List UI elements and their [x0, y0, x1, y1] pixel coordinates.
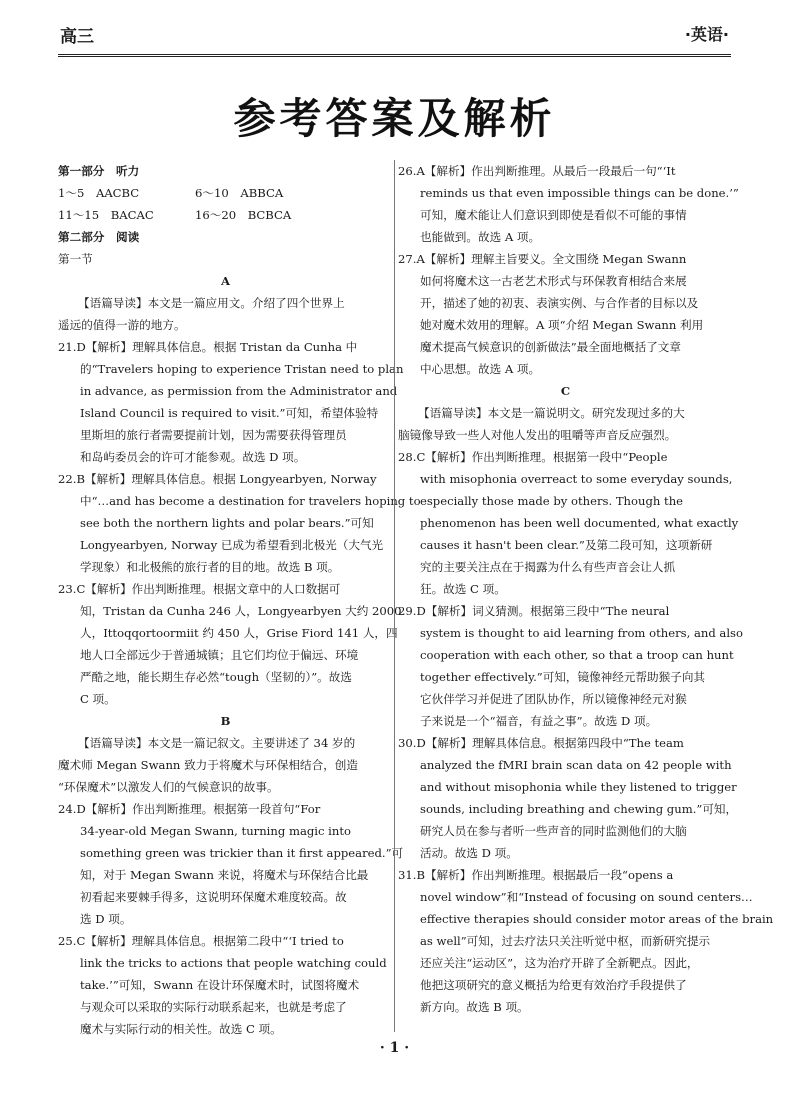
text-line: in advance, as permission from the Administrator and — [80, 384, 398, 398]
subject-label: ·英语· — [684, 25, 729, 44]
text-line: 初看起来要棘手得多，这说明环保魔术难度较高。故 — [80, 890, 347, 904]
text-line: 遥远的值得一游的地方。 — [58, 318, 186, 332]
text-line: 29.D【解析】词义猜测。根据第三段中“The neural — [398, 604, 670, 618]
text-line: 脑镜像导致一些人对他人发出的咀嚼等声音反应强烈。 — [398, 428, 677, 442]
answer-key-cell: 6～10 ABBCA — [195, 186, 284, 200]
text-line: 23.C【解析】作出判断推理。根据文章中的人口数据可 — [58, 582, 341, 596]
answer-key-cell: 1～5 AACBC — [58, 186, 140, 200]
text-line: cooperation with each other, so that a troop can hunt — [420, 648, 734, 662]
section-heading: C — [560, 384, 571, 398]
text-line: 活动。故选 D 项。 — [420, 846, 518, 860]
text-line: together effectively.”可知，镜像神经元帮助猴子向其 — [420, 670, 706, 684]
text-line: 27.A【解析】理解主旨要义。全文围绕 Megan Swann — [398, 252, 687, 266]
text-line: “环保魔术”以激发人们的气候意识的故事。 — [58, 780, 279, 794]
text-line: 可知，魔术能让人们意识到即使是看似不可能的事情 — [420, 208, 687, 222]
text-line: 21.D【解析】理解具体信息。根据 Tristan da Cunha 中 — [58, 340, 358, 354]
section-heading: A — [221, 274, 230, 288]
text-line: 中“…and has become a destination for travelers hoping to — [80, 494, 421, 508]
text-line: 还应关注“运动区”，这为治疗开辟了全新靶点。因此， — [420, 956, 699, 970]
text-line: 与观众可以采取的实际行动联系起来，也就是考虑了 — [80, 1000, 347, 1014]
text-line: 学现象）和北极熊的旅行者的目的地。故选 B 项。 — [80, 560, 340, 574]
right-column — [398, 160, 774, 1018]
text-line: 人，Ittoqqortoormiit 约 450 人，Grise Fiord 141 人，四 — [80, 626, 398, 640]
text-line: as well”可知，过去疗法只关注听觉中枢，而新研究提示 — [420, 934, 711, 948]
text-line: 中心思想。故选 A 项。 — [420, 362, 541, 376]
text-line: 22.B【解析】理解具体信息。根据 Longyearbyen, Norway — [58, 472, 377, 486]
text-line: effective therapies should consider motor areas of the brain — [420, 912, 774, 926]
text-line: 他把这项研究的意义概括为给更有效治疗手段提供了 — [420, 978, 687, 992]
text-line: phenomenon has been well documented, what exactly — [420, 516, 739, 530]
text-line: 地人口全部远少于普通城镇；且它们均位于偏远、环境 — [80, 648, 359, 662]
text-line: analyzed the fMRI brain scan data on 42 people with — [420, 758, 732, 772]
text-line: sounds, including breathing and chewing gum.”可知， — [420, 802, 738, 816]
text-line: 第一节 — [58, 252, 93, 266]
text-line: 里斯坦的旅行者需要提前计划，因为需要获得管理员 — [80, 428, 347, 442]
answer-key-row — [58, 182, 393, 204]
text-line: 【语篇导读】本文是一篇应用文。介绍了四个世界上 — [78, 296, 345, 310]
column-divider — [394, 160, 395, 1032]
text-line: take.’”可知，Swann 在设计环保魔术时，试图将魔术 — [80, 978, 360, 992]
text-line: 魔术师 Megan Swann 致力于将魔术与环保相结合，创造 — [58, 758, 358, 772]
section-heading: B — [220, 714, 231, 728]
answer-key-row — [58, 204, 393, 226]
text-line: 严酷之地，能长期生存必然“tough（坚韧的）”。故选 — [80, 670, 352, 684]
text-line: 狂。故选 C 项。 — [420, 582, 506, 596]
text-line: 26.A【解析】作出判断推理。从最后一段最后一句“‘It — [398, 164, 676, 178]
text-line: 和岛屿委员会的许可才能参观。故选 D 项。 — [80, 450, 306, 464]
text-line: 【语篇导读】本文是一篇记叙文。主要讲述了 34 岁的 — [78, 736, 356, 750]
text-line: 【语篇导读】本文是一篇说明文。研究发现过多的大 — [418, 406, 685, 420]
text-line: reminds us that even impossible things can be done.’” — [420, 186, 739, 200]
text-line: something green was trickier than it first appeared.”可 — [80, 846, 404, 860]
text-line: with misophonia overreact to some everyday sounds, — [420, 472, 733, 486]
text-line: link the tricks to actions that people watching could — [80, 956, 387, 970]
text-line: 的“Travelers hoping to experience Tristan need to plan — [80, 362, 404, 376]
text-line: and without misophonia while they listened to trigger — [420, 780, 737, 794]
text-line: 如何将魔术这一古老艺术形式与环保教育相结合来展 — [420, 274, 687, 288]
page-number: · 1 · — [379, 1040, 410, 1056]
text-line: 24.D【解析】作出判断推理。根据第一段首句“For — [58, 802, 321, 816]
text-line: 子来说是一个“福音，有益之事”。故选 D 项。 — [420, 714, 658, 728]
text-line: 知，Tristan da Cunha 246 人，Longyearbyen 大约 2000 — [80, 604, 402, 618]
text-line: 新方向。故选 B 项。 — [420, 1000, 529, 1014]
text-line: system is thought to aid learning from others, and also — [420, 626, 743, 640]
part-heading: 第二部分 阅读 — [58, 230, 140, 244]
text-line: 知，对于 Megan Swann 来说，将魔术与环保结合比最 — [80, 868, 369, 882]
part-heading: 第一部分 听力 — [58, 164, 140, 178]
text-line: 也能做到。故选 A 项。 — [420, 230, 541, 244]
text-line: causes it hasn't been clear.”及第二段可知，这项新研 — [420, 538, 713, 552]
text-line: 她对魔术效用的理解。A 项“介绍 Megan Swann 利用 — [420, 318, 704, 332]
grade-label: 高三 — [60, 27, 94, 47]
text-line: 开，描述了她的初衷、表演实例、与合作者的目标以及 — [420, 296, 699, 310]
page-header — [58, 14, 731, 57]
text-line: Longyearbyen, Norway 已成为希望看到北极光（大气光 — [80, 538, 384, 552]
text-line: 魔术与实际行动的相关性。故选 C 项。 — [80, 1022, 282, 1036]
text-line: C 项。 — [80, 692, 116, 706]
text-line: 30.D【解析】理解具体信息。根据第四段中“The team — [398, 736, 684, 750]
page-title: 参考答案及解析 — [233, 94, 556, 143]
text-line: Island Council is required to visit.”可知，希望体验特 — [80, 406, 379, 420]
text-line: 31.B【解析】作出判断推理。根据最后一段“opens a — [398, 868, 674, 882]
left-column — [58, 160, 421, 1040]
answer-key-cell: 11～15 BACAC — [58, 208, 154, 222]
text-line: especially those made by others. Though the — [420, 494, 684, 508]
text-line: 研究人员在参与者听一些声音的同时监测他们的大脑 — [420, 824, 687, 838]
text-line: 34-year-old Megan Swann, turning magic into — [80, 824, 351, 838]
text-line: 选 D 项。 — [80, 912, 132, 926]
text-line: 它伙伴学习并促进了团队协作，所以镜像神经元对猴 — [420, 692, 687, 706]
text-line: 25.C【解析】理解具体信息。根据第二段中“‘I tried to — [58, 934, 344, 948]
text-line: 究的主要关注点在于揭露为什么有些声音会让人抓 — [420, 560, 676, 574]
text-line: 魔术提高气候意识的创新做法”最全面地概括了文章 — [420, 340, 681, 354]
answer-key-cell: 16～20 BCBCA — [195, 208, 292, 222]
text-line: see both the northern lights and polar bears.”可知 — [80, 516, 374, 530]
text-line: novel window”和“Instead of focusing on sound centers… — [420, 890, 753, 904]
text-line: 28.C【解析】作出判断推理。根据第一段中“People — [398, 450, 668, 464]
